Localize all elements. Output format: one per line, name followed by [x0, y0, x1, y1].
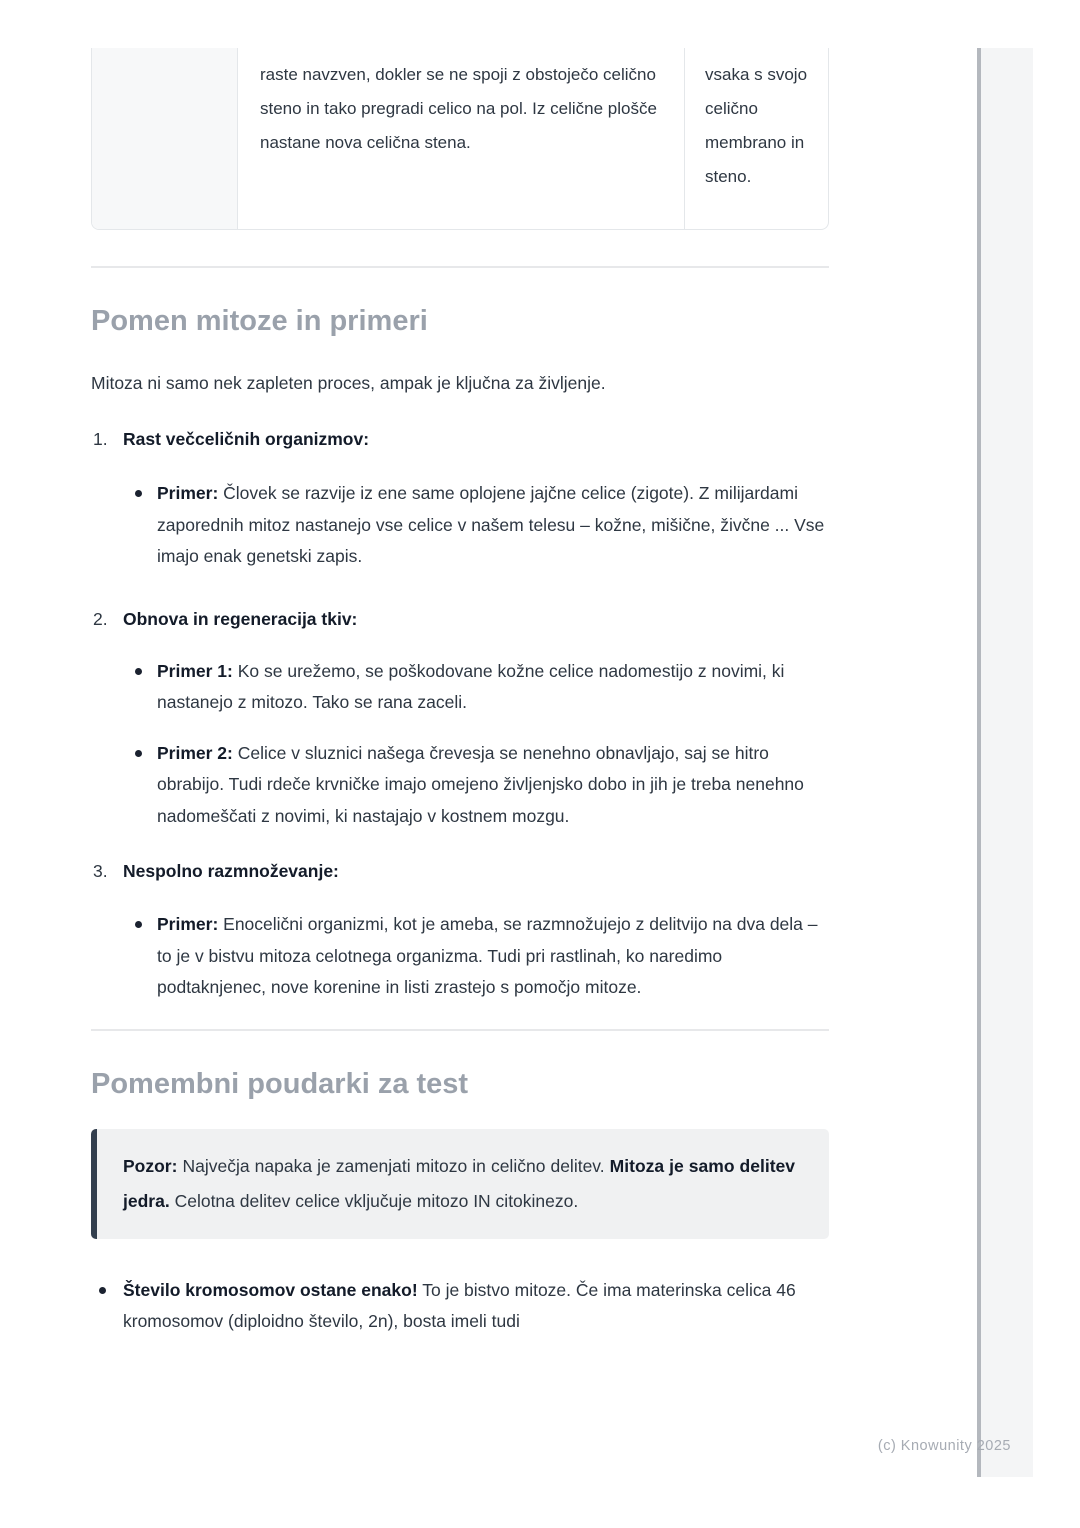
- bullet-icon: [135, 921, 142, 928]
- callout-lead: Pozor:: [123, 1155, 178, 1176]
- section-divider: [91, 266, 829, 268]
- list-item: [91, 738, 829, 833]
- bullet-icon: [99, 1287, 106, 1294]
- list-item-number: 2.: [93, 608, 108, 629]
- key-points-list: [91, 1275, 829, 1338]
- bullet-label: Primer 2:: [157, 742, 233, 763]
- bullet-body: Ko se urežemo, se poškodovane kožne celice nadomestijo z novimi, ki nastanejo z mitozo. Tako se rana zaceli.: [157, 660, 785, 712]
- numbered-list: [91, 424, 829, 1004]
- bullet-body: Enocelični organizmi, kot je ameba, se razmnožujejo z delitvijo na dva dela – to je v bistvu mitoza celotnega organizma. Tudi pri rastlinah, ko naredimo podtaknjenec, nove korenine in listi zrastejo s pomočjo mitoze.: [157, 914, 818, 997]
- bullet-icon: [135, 750, 142, 757]
- list-item: [91, 1275, 829, 1338]
- bullet-label: Primer:: [157, 483, 219, 503]
- list-item-number: 3.: [93, 861, 108, 881]
- callout-emphasis: Mitoza je samo delitev jedra.: [123, 1155, 795, 1211]
- table-cell-header-column: [92, 48, 238, 229]
- table-cell-note: vsaka s svojo celično membrano in steno.: [705, 65, 808, 186]
- bullet-label: Primer:: [157, 914, 219, 934]
- list-item: [91, 656, 829, 719]
- bullet-icon: [135, 490, 142, 497]
- list-item: [91, 909, 829, 1004]
- bullet-label: Primer 1:: [157, 660, 233, 681]
- list-item-title: Obnova in regeneracija tkiv:: [123, 608, 358, 629]
- bullet-label: Število kromosomov ostane enako!: [123, 1279, 418, 1300]
- list-item-title: Nespolno razmnoževanje:: [123, 861, 339, 881]
- list-item: [91, 856, 829, 1004]
- warning-callout: [91, 1129, 829, 1239]
- bullet-body: To je bistvo mitoze. Če ima materinska celica 46 kromosomov (diploidno število, 2n), bosta imeli tudi: [123, 1279, 796, 1331]
- section-heading-pomen-mitoze: Pomen mitoze in primeri: [91, 305, 428, 337]
- callout-text: Največja napaka je zamenjati mitozo in celično delitev.: [182, 1155, 605, 1176]
- knowunity-watermark: (c) Knowunity 2025: [877, 1438, 1011, 1454]
- list-item-title: Rast večceličnih organizmov:: [123, 429, 370, 449]
- table-fragment: [91, 48, 829, 230]
- callout-text: Celotna delitev celice vključuje mitozo IN citokinezo.: [174, 1190, 579, 1211]
- document-page: [91, 0, 829, 1338]
- table-cell-description: raste navzven, dokler se ne spoji z obstoječo celično steno in tako pregradi celico na pol. Iz celične plošče nastane nova celična stena.: [238, 48, 685, 229]
- intro-paragraph: Mitoza ni samo nek zapleten proces, ampak je ključna za življenje.: [91, 373, 606, 393]
- page-edge-strip: [977, 48, 1033, 1477]
- bullet-body: Celice v sluznici našega črevesja se nenehno obnavljajo, saj se hitro obrabijo. Tudi rdeče krvničke imajo omejeno življenjsko dobo in jih je treba nenehno nadomeščati z novimi, ki nastajajo v kostnem mozgu.: [157, 742, 804, 826]
- list-item: [91, 478, 829, 573]
- section-heading-poudarki: Pomembni poudarki za test: [91, 1067, 469, 1100]
- list-item: [91, 424, 829, 573]
- bullet-body: Človek se razvije iz ene same oplojene jajčne celice (zigote). Z milijardami zaporednih mitoz nastanejo vse celice v našem telesu – kožne, mišične, živčne ... Vse imajo enak genetski zapis.: [157, 483, 825, 566]
- list-item-number: 1.: [93, 429, 108, 449]
- bullet-icon: [135, 668, 142, 675]
- section-divider: [91, 1029, 829, 1031]
- list-item: [91, 604, 829, 833]
